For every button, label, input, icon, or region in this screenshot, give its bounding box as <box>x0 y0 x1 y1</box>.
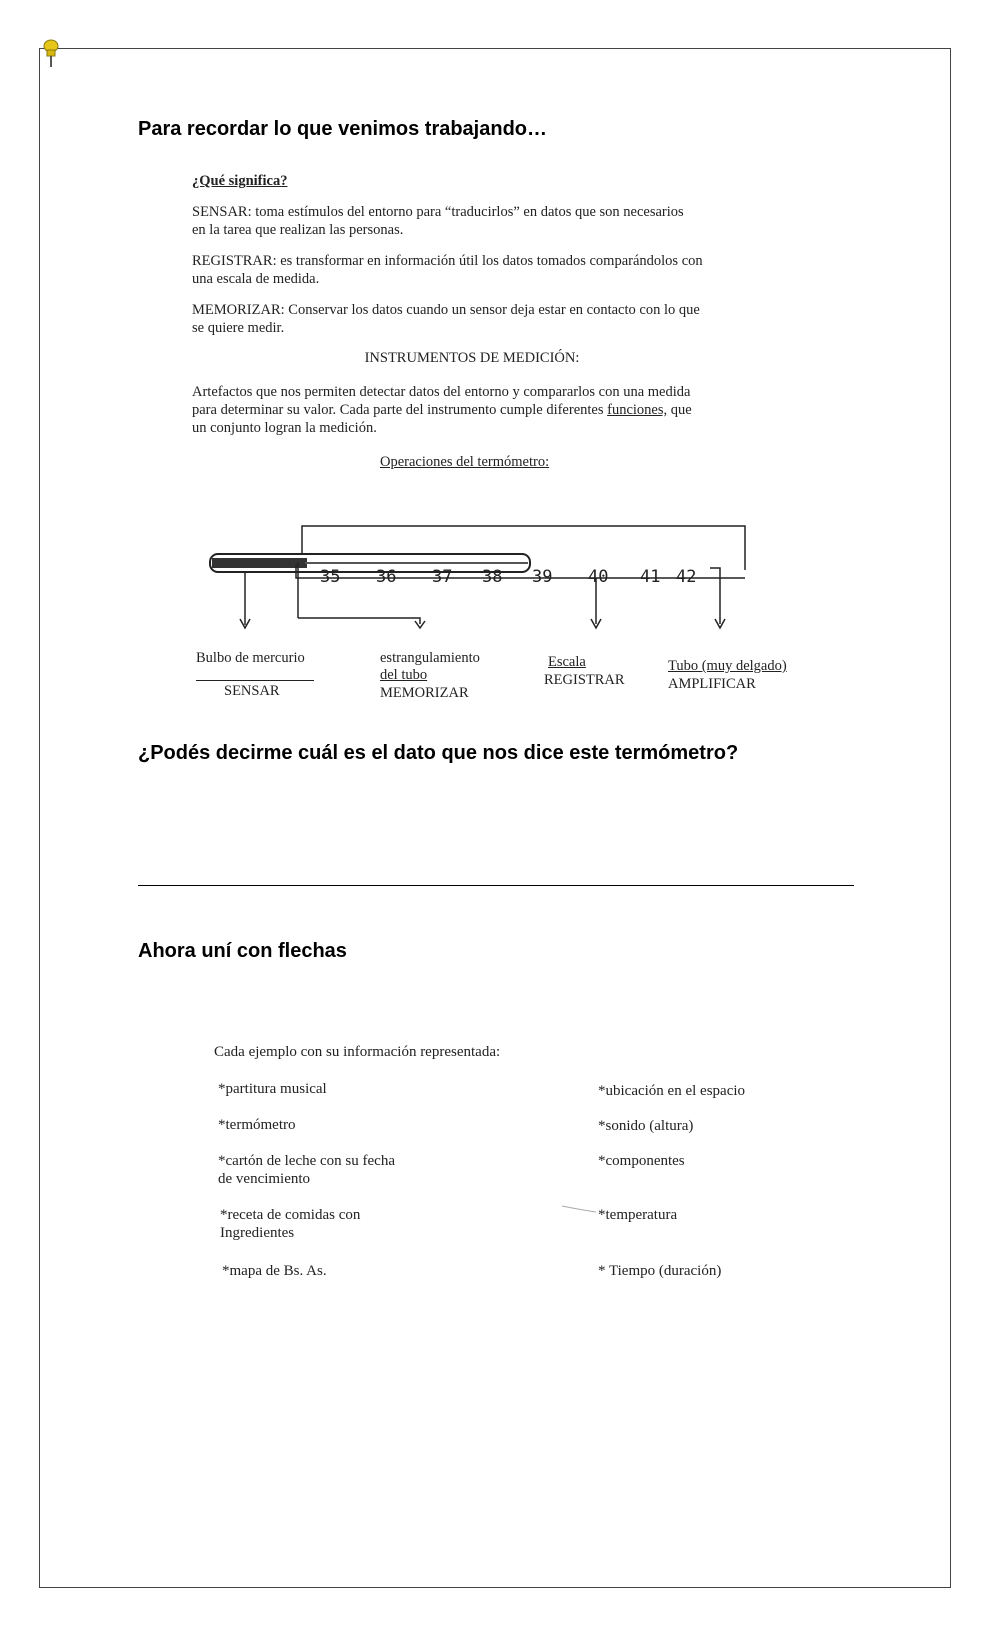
instrumentos-line-2 <box>192 401 752 419</box>
label-amplificar: AMPLIFICAR <box>668 676 756 692</box>
thermometer-diagram <box>190 520 810 660</box>
def-sensar: SENSAR: toma estímulos del entorno para “traducirlos” en datos que son necesarios <box>192 204 684 220</box>
instrumentos-line-2-post: que <box>670 402 692 418</box>
definitions-block <box>192 172 752 471</box>
left-item[interactable]: *mapa de Bs. As. <box>222 1263 327 1279</box>
def-registrar: REGISTRAR: es transformar en información útil los datos tomados comparándolos con <box>192 253 703 269</box>
instrumentos-line-2-pre: para determinar su valor. Cada parte del instrumento cumple diferentes <box>192 402 604 418</box>
pushpin-icon <box>42 38 60 68</box>
scale-38: 38 <box>482 567 503 587</box>
label-sensar: SENSAR <box>224 683 280 699</box>
label-tubo: Tubo (muy delgado) <box>668 658 787 674</box>
label-registrar: REGISTRAR <box>544 672 625 688</box>
scale-42: 42 <box>676 567 697 587</box>
right-item[interactable]: *sonido (altura) <box>598 1118 694 1134</box>
instrumentos-line-1: Artefactos que nos permiten detectar datos del entorno y compararlos con una medida <box>192 384 691 400</box>
scale-36: 36 <box>376 567 397 587</box>
label-estrangulamiento-2: del tubo <box>380 667 428 683</box>
def-memorizar-cont: se quiere medir. <box>192 320 285 336</box>
label-bulbo: Bulbo de mercurio <box>196 650 305 666</box>
instrumentos-title: INSTRUMENTOS DE MEDICIÓN: <box>364 350 580 366</box>
definitions-title: ¿Qué significa? <box>192 173 288 189</box>
intro-heading: Para recordar lo que venimos trabajando… <box>138 118 548 140</box>
funciones-link: funciones, <box>607 402 668 418</box>
def-registrar-cont: una escala de medida. <box>192 271 320 287</box>
left-item[interactable]: *receta de comidas con <box>220 1207 361 1223</box>
left-item[interactable]: *termómetro <box>218 1117 296 1133</box>
right-item[interactable]: *ubicación en el espacio <box>598 1083 746 1099</box>
right-item[interactable]: *temperatura <box>598 1207 678 1223</box>
left-item-cont: Ingredientes <box>220 1225 295 1241</box>
answer-line[interactable] <box>138 885 854 886</box>
scale-35: 35 <box>320 567 341 587</box>
faint-scan-mark <box>560 1200 600 1216</box>
right-item[interactable]: * Tiempo (duración) <box>598 1263 722 1279</box>
def-sensar-cont: en la tarea que realizan las personas. <box>192 222 404 238</box>
instrumentos-line-3: un conjunto logran la medición. <box>192 420 377 436</box>
label-estrangulamiento-1: estrangulamiento <box>380 650 480 666</box>
question-heading: ¿Podés decirme cuál es el dato que nos dice este termómetro? <box>138 742 739 764</box>
scale-40: 40 <box>588 567 609 587</box>
match-instruction: Cada ejemplo con su información representada: <box>214 1044 501 1060</box>
right-item[interactable]: *componentes <box>598 1153 685 1169</box>
operaciones-title: Operaciones del termómetro: <box>380 454 550 470</box>
def-memorizar: MEMORIZAR: Conservar los datos cuando un sensor deja estar en contacto con lo que <box>192 302 700 318</box>
label-escala: Escala <box>548 654 586 670</box>
scale-39: 39 <box>532 567 553 587</box>
left-item-cont: de vencimiento <box>218 1171 311 1187</box>
scale-41: 41 <box>640 567 661 587</box>
label-bulbo-rule <box>196 680 314 681</box>
match-heading: Ahora uní con flechas <box>138 940 347 962</box>
left-item[interactable]: *cartón de leche con su fecha <box>218 1153 395 1169</box>
left-item[interactable]: *partitura musical <box>218 1081 327 1097</box>
label-memorizar: MEMORIZAR <box>380 685 469 701</box>
scale-37: 37 <box>432 567 453 587</box>
mercury-bulb <box>212 558 307 568</box>
